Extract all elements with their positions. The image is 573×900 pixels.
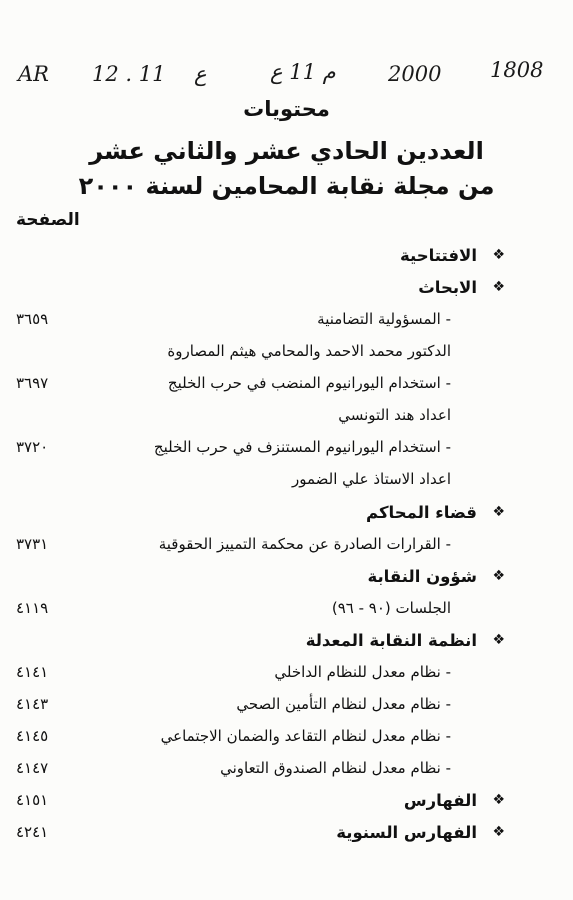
- toc-section: [0, 791, 573, 815]
- page-title: محتويات: [243, 97, 330, 121]
- toc-entry: [0, 342, 573, 366]
- toc-entry: [0, 470, 573, 494]
- toc-section: [0, 567, 573, 591]
- toc-entry-text: - نظام معدل للنظام الداخلي: [274, 663, 451, 681]
- toc-section: [0, 278, 573, 302]
- toc-entry: [0, 406, 573, 430]
- toc-entry-text: قضاء المحاكم: [366, 503, 477, 522]
- toc-entry-text: - استخدام اليورانيوم المستنزف في حرب الخليج: [153, 438, 451, 456]
- handwritten-note: AR: [18, 62, 49, 86]
- toc-entry-text: الدكتور محمد الاحمد والمحامي هيثم المصاروة: [167, 342, 451, 360]
- handwritten-annotations: [12, 54, 560, 98]
- toc-entry-text: - نظام معدل لنظام التأمين الصحي: [236, 695, 451, 713]
- toc-entry-text: الافتتاحية: [399, 246, 477, 265]
- page-column-header: الصفحة: [16, 210, 80, 230]
- toc-page-number: ٤١١٩: [16, 599, 49, 617]
- diamond-bullet-icon: ❖: [492, 279, 505, 295]
- toc-entry-text: الفهارس: [403, 791, 477, 810]
- toc-entry-text: - استخدام اليورانيوم المنضب في حرب الخليج: [167, 374, 451, 392]
- toc-entry-text: - المسؤولية التضامنية: [317, 310, 451, 328]
- toc-entry: [0, 374, 573, 398]
- handwritten-note: ع: [194, 62, 207, 86]
- toc-entry: [0, 438, 573, 462]
- toc-entry-text: - القرارات الصادرة عن محكمة التمييز الحقوقية: [158, 535, 451, 553]
- toc-entry-text: اعداد الاستاذ علي الضمور: [291, 470, 451, 488]
- diamond-bullet-icon: ❖: [492, 568, 505, 584]
- toc-page-number: ٤٢٤١: [16, 823, 49, 841]
- toc-page-number: ٤١٤١: [16, 663, 49, 681]
- toc-entry-text: انظمة النقابة المعدلة: [305, 631, 477, 650]
- issue-title: العددين الحادي عشر والثاني عشر: [89, 137, 484, 165]
- journal-title: من مجلة نقابة المحامين لسنة ٢٠٠٠: [78, 172, 495, 200]
- toc-page-number: ٤١٤٥: [16, 727, 49, 745]
- toc-entry-text: الابحاث: [418, 278, 477, 297]
- toc-page-number: ٤١٥١: [16, 791, 49, 809]
- diamond-bullet-icon: ❖: [492, 504, 505, 520]
- toc-entry: [0, 599, 573, 623]
- handwritten-note: م 11 ع: [270, 60, 336, 84]
- diamond-bullet-icon: ❖: [492, 792, 505, 808]
- toc-page-number: ٣٧٢٠: [16, 438, 49, 456]
- toc-entry: [0, 535, 573, 559]
- diamond-bullet-icon: ❖: [492, 247, 505, 263]
- toc-page-number: ٤١٤٣: [16, 695, 49, 713]
- handwritten-note: 2000: [388, 62, 442, 86]
- toc-page-number: ٤١٤٧: [16, 759, 49, 777]
- toc-section: [0, 631, 573, 655]
- toc-page-number: ٣٧٣١: [16, 535, 49, 553]
- toc-entry-text: اعداد هند التونسي: [338, 406, 451, 424]
- handwritten-note: 12 . 11: [92, 62, 166, 86]
- toc-entry-text: الفهارس السنوية: [336, 823, 477, 842]
- toc-section: [0, 503, 573, 527]
- toc-page-number: ٣٦٥٩: [16, 310, 49, 328]
- toc-entry: [0, 663, 573, 687]
- toc-entry: [0, 759, 573, 783]
- toc-entry-text: الجلسات (٩٠ - ٩٦): [331, 599, 451, 617]
- toc-entry: [0, 695, 573, 719]
- toc-entry-text: شؤون النقابة: [367, 567, 477, 586]
- toc-entry: [0, 310, 573, 334]
- diamond-bullet-icon: ❖: [492, 632, 505, 648]
- toc-section: [0, 246, 573, 270]
- diamond-bullet-icon: ❖: [492, 824, 505, 840]
- toc-entry-text: - نظام معدل لنظام التقاعد والضمان الاجتماعي: [160, 727, 451, 745]
- toc-page-number: ٣٦٩٧: [16, 374, 49, 392]
- toc-section: [0, 823, 573, 847]
- handwritten-note: 1808: [490, 58, 544, 82]
- toc-entry-text: - نظام معدل لنظام الصندوق التعاوني: [220, 759, 451, 777]
- toc-entry: [0, 727, 573, 751]
